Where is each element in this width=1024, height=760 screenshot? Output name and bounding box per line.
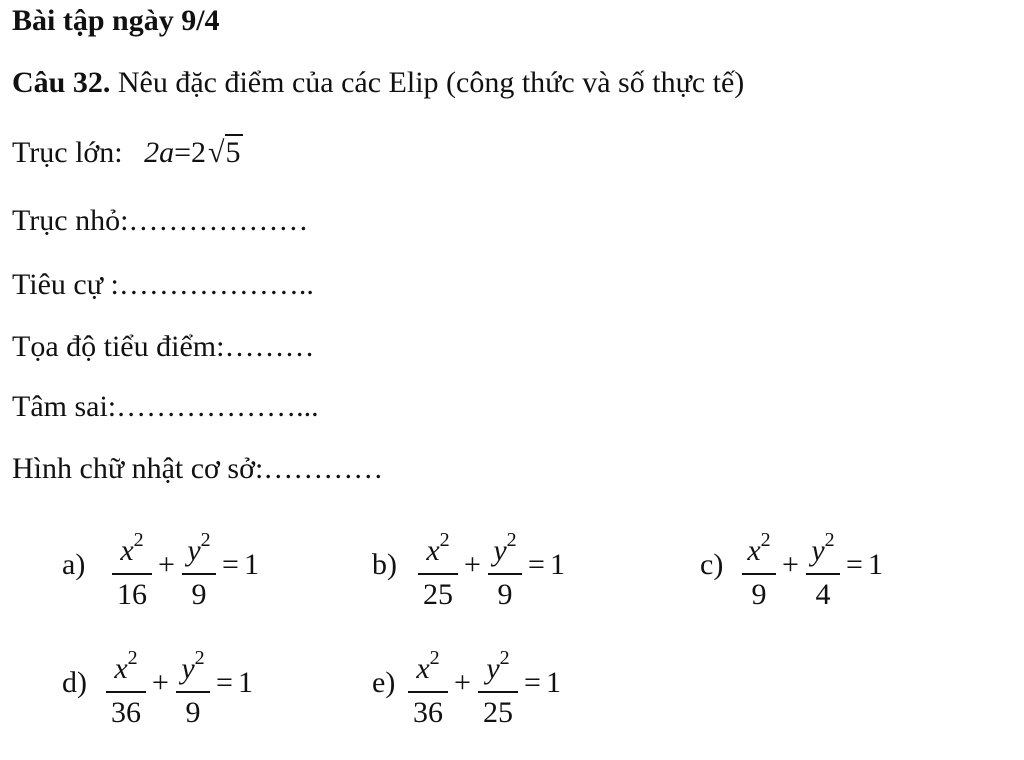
rhs-one: 1 <box>550 548 565 581</box>
base-rectangle-blank: ………… <box>263 452 384 485</box>
x-fraction <box>112 522 152 613</box>
y-numerator: $y^2$ <box>493 529 517 567</box>
foci-label: Tọa độ tiểu điểm: <box>12 330 225 363</box>
radical-sign: √ <box>208 136 225 169</box>
y-denominator: 25 <box>483 696 513 729</box>
equals-sign: = <box>216 666 233 699</box>
fraction-bar <box>408 691 448 693</box>
major-axis-label: Trục lớn: <box>12 136 123 169</box>
y-denominator: 9 <box>185 696 201 729</box>
y-fraction <box>182 522 216 613</box>
question-line <box>12 66 744 100</box>
equation-a <box>62 522 302 612</box>
base-rectangle-label: Hình chữ nhật cơ sở: <box>12 452 264 485</box>
y-denominator: 4 <box>815 578 831 611</box>
equation-d <box>62 640 302 730</box>
equation-label: d) <box>62 666 87 699</box>
rhs-one: 1 <box>546 666 561 699</box>
fraction-bar <box>742 573 776 575</box>
minor-axis-row <box>12 204 308 238</box>
equation-label: e) <box>372 666 396 699</box>
x-fraction <box>418 522 458 613</box>
plus-sign: + <box>152 666 169 699</box>
fraction-bar <box>488 573 522 575</box>
fraction-bar <box>182 573 216 575</box>
y-fraction <box>176 640 210 731</box>
equation-label: a) <box>62 548 86 581</box>
fraction-bar <box>418 573 458 575</box>
equation-label: b) <box>372 548 397 581</box>
equals-sign: = <box>528 548 545 581</box>
equation-label: c) <box>700 548 724 581</box>
focal-length-blank: ……………….. <box>118 268 314 301</box>
equals-sign: = <box>524 666 541 699</box>
y-denominator: 9 <box>497 578 513 611</box>
focal-length-row <box>12 268 314 302</box>
x-numerator: $x^2$ <box>416 647 440 685</box>
fraction-bar <box>806 573 840 575</box>
equation-c <box>700 522 940 612</box>
x-fraction <box>742 522 776 613</box>
y-fraction <box>488 522 522 613</box>
eccentricity-label: Tâm sai: <box>12 390 117 423</box>
y-numerator: $y^2$ <box>811 529 835 567</box>
x-denominator: 16 <box>117 578 147 611</box>
foci-row <box>12 330 314 364</box>
x-numerator: $x^2$ <box>114 647 138 685</box>
y-numerator: $y^2$ <box>486 647 510 685</box>
x-denominator: 25 <box>423 578 453 611</box>
y-numerator: $y^2$ <box>187 529 211 567</box>
sqrt-expression <box>206 136 242 170</box>
x-numerator: $x^2$ <box>747 529 771 567</box>
eccentricity-blank: ………………... <box>116 390 319 423</box>
fraction-bar <box>112 573 152 575</box>
equals-sign: = <box>846 548 863 581</box>
page-title: Bài tập ngày 9/4 <box>12 4 220 37</box>
plus-sign: + <box>464 548 481 581</box>
major-axis-coef: 2 <box>191 136 207 169</box>
fraction-bar <box>176 691 210 693</box>
x-fraction <box>408 640 448 731</box>
rhs-one: 1 <box>238 666 253 699</box>
rhs-one: 1 <box>244 548 259 581</box>
x-denominator: 36 <box>111 696 141 729</box>
y-denominator: 9 <box>191 578 207 611</box>
rhs-one: 1 <box>868 548 883 581</box>
major-axis-equals: = <box>174 136 192 169</box>
x-denominator: 36 <box>413 696 443 729</box>
question-text: Nêu đặc điểm của các Elip (công thức và số thực tế) <box>117 66 745 99</box>
question-number: Câu 32. <box>12 66 111 99</box>
plus-sign: + <box>454 666 471 699</box>
base-rectangle-row <box>12 452 383 486</box>
fraction-bar <box>478 691 518 693</box>
equals-sign: = <box>222 548 239 581</box>
plus-sign: + <box>782 548 799 581</box>
major-axis-row <box>12 136 243 170</box>
eccentricity-row <box>12 390 319 424</box>
fraction-bar <box>106 691 146 693</box>
x-fraction <box>106 640 146 731</box>
equation-e <box>372 640 612 730</box>
radicand: 5 <box>225 136 241 169</box>
major-axis-lhs: 2a <box>144 136 175 169</box>
y-numerator: $y^2$ <box>181 647 205 685</box>
x-numerator: $x^2$ <box>120 529 144 567</box>
equation-b <box>372 522 612 612</box>
plus-sign: + <box>158 548 175 581</box>
minor-axis-blank: ……………… <box>128 204 309 237</box>
x-denominator: 9 <box>751 578 767 611</box>
foci-blank: ……… <box>224 330 315 363</box>
y-fraction <box>478 640 518 731</box>
x-numerator: $x^2$ <box>426 529 450 567</box>
minor-axis-label: Trục nhỏ: <box>12 204 129 237</box>
y-fraction <box>806 522 840 613</box>
focal-length-label: Tiêu cự : <box>12 268 119 301</box>
